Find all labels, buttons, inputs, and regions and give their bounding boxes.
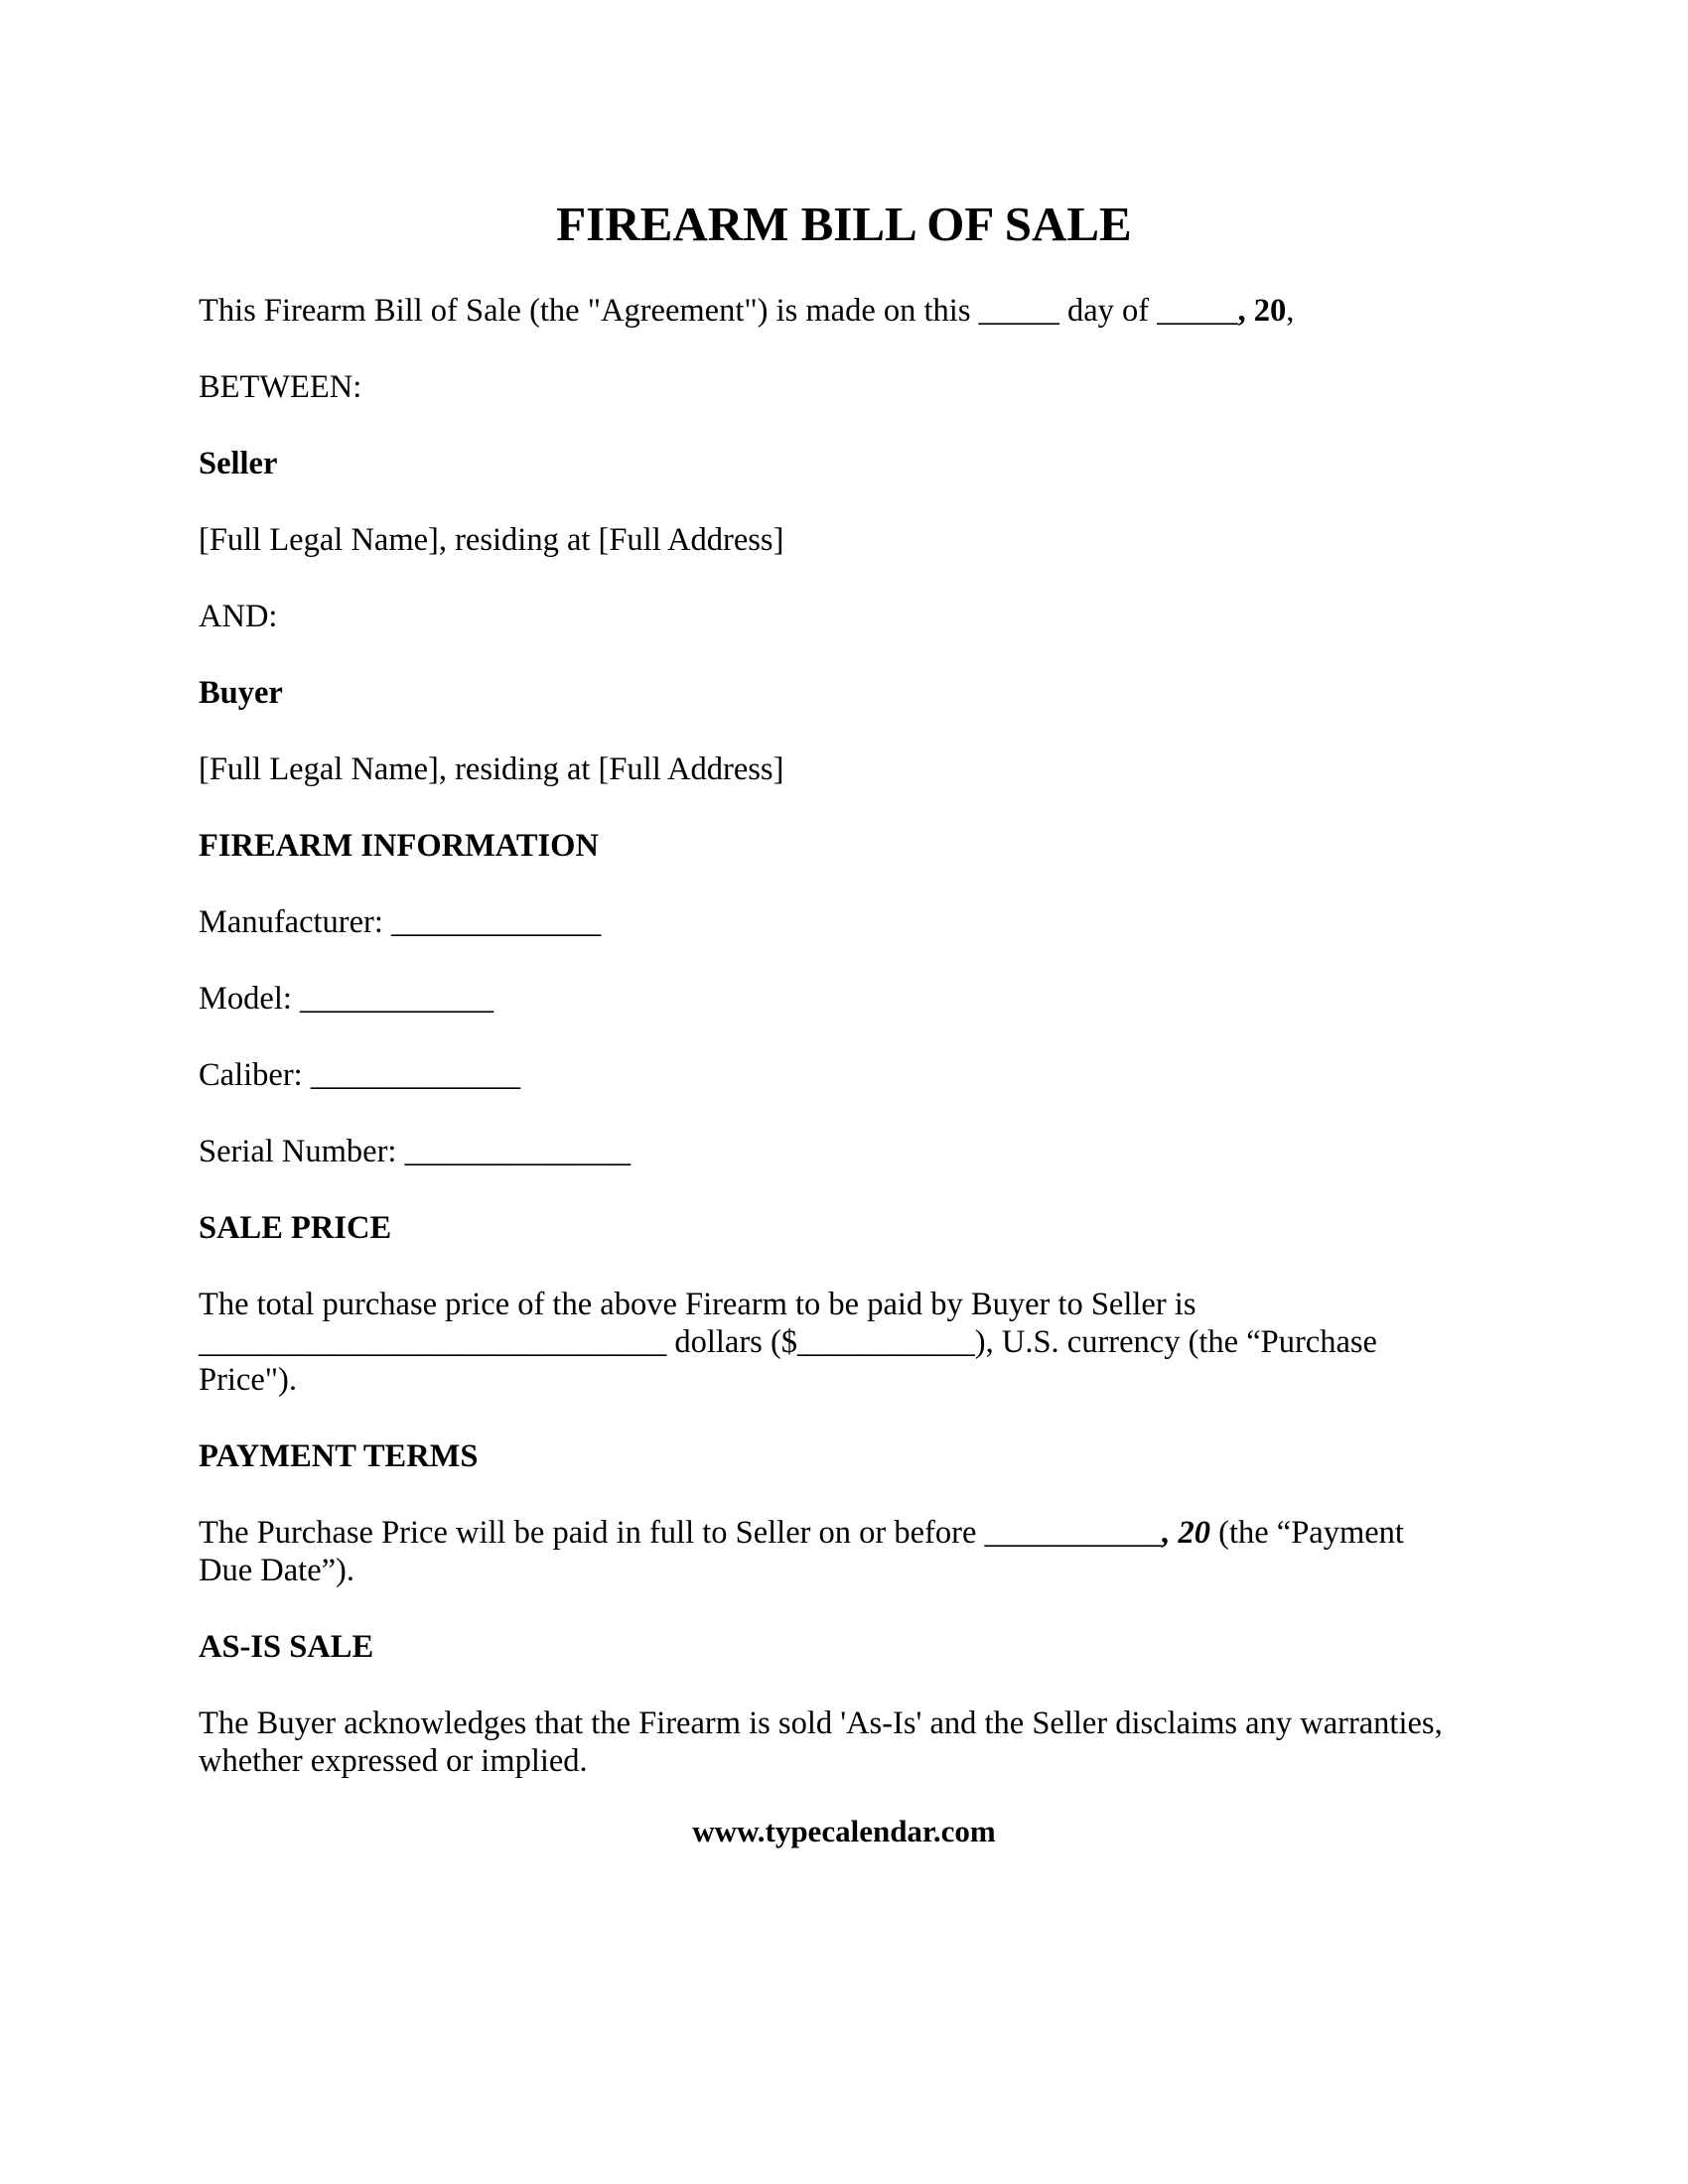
and-label: AND: xyxy=(199,599,278,634)
model-field: Model: ____________ xyxy=(199,981,494,1017)
caliber-field: Caliber: _____________ xyxy=(199,1057,521,1093)
intro-paragraph xyxy=(199,292,1489,330)
firearm-information-heading: FIREARM INFORMATION xyxy=(199,828,599,864)
seller-heading: Seller xyxy=(199,446,278,481)
between-label: BETWEEN: xyxy=(199,369,362,405)
payment-terms-line-2: Due Date”). xyxy=(199,1553,354,1588)
sale-price-line-1: The total purchase price of the above Firearm to be paid by Buyer to Seller is xyxy=(199,1287,1196,1322)
payment-terms-year: , 20 xyxy=(1162,1515,1211,1551)
serial-number-field: Serial Number: ______________ xyxy=(199,1134,632,1169)
sale-price-line-3: Price"). xyxy=(199,1362,297,1398)
document-title: FIREARM BILL OF SALE xyxy=(556,197,1132,251)
sale-price-heading: SALE PRICE xyxy=(199,1210,392,1246)
payment-terms-line-1 xyxy=(199,1514,1489,1552)
seller-details: [Full Legal Name], residing at [Full Address] xyxy=(199,522,784,558)
intro-year: , 20 xyxy=(1237,293,1287,329)
buyer-details: [Full Legal Name], residing at [Full Address] xyxy=(199,751,784,787)
intro-trailing: , xyxy=(1286,293,1295,329)
buyer-heading: Buyer xyxy=(199,675,283,711)
intro-text: This Firearm Bill of Sale (the "Agreement") is made on this _____ day of _____ xyxy=(199,293,1238,329)
payment-terms-end: (the “Payment xyxy=(1210,1515,1404,1551)
manufacturer-field: Manufacturer: _____________ xyxy=(199,904,602,940)
payment-terms-text: The Purchase Price will be paid in full to Seller on or before ___________ xyxy=(199,1515,1163,1551)
as-is-sale-line-2: whether expressed or implied. xyxy=(199,1743,588,1779)
footer-website: www.typecalendar.com xyxy=(692,1814,996,1848)
as-is-sale-line-1: The Buyer acknowledges that the Firearm is sold 'As-Is' and the Seller disclaims any warranties, xyxy=(199,1706,1443,1741)
as-is-sale-heading: AS-IS SALE xyxy=(199,1629,374,1665)
sale-price-line-2: _____________________________ dollars ($___________), U.S. currency (the “Purchase xyxy=(199,1324,1377,1360)
payment-terms-heading: PAYMENT TERMS xyxy=(199,1438,479,1474)
